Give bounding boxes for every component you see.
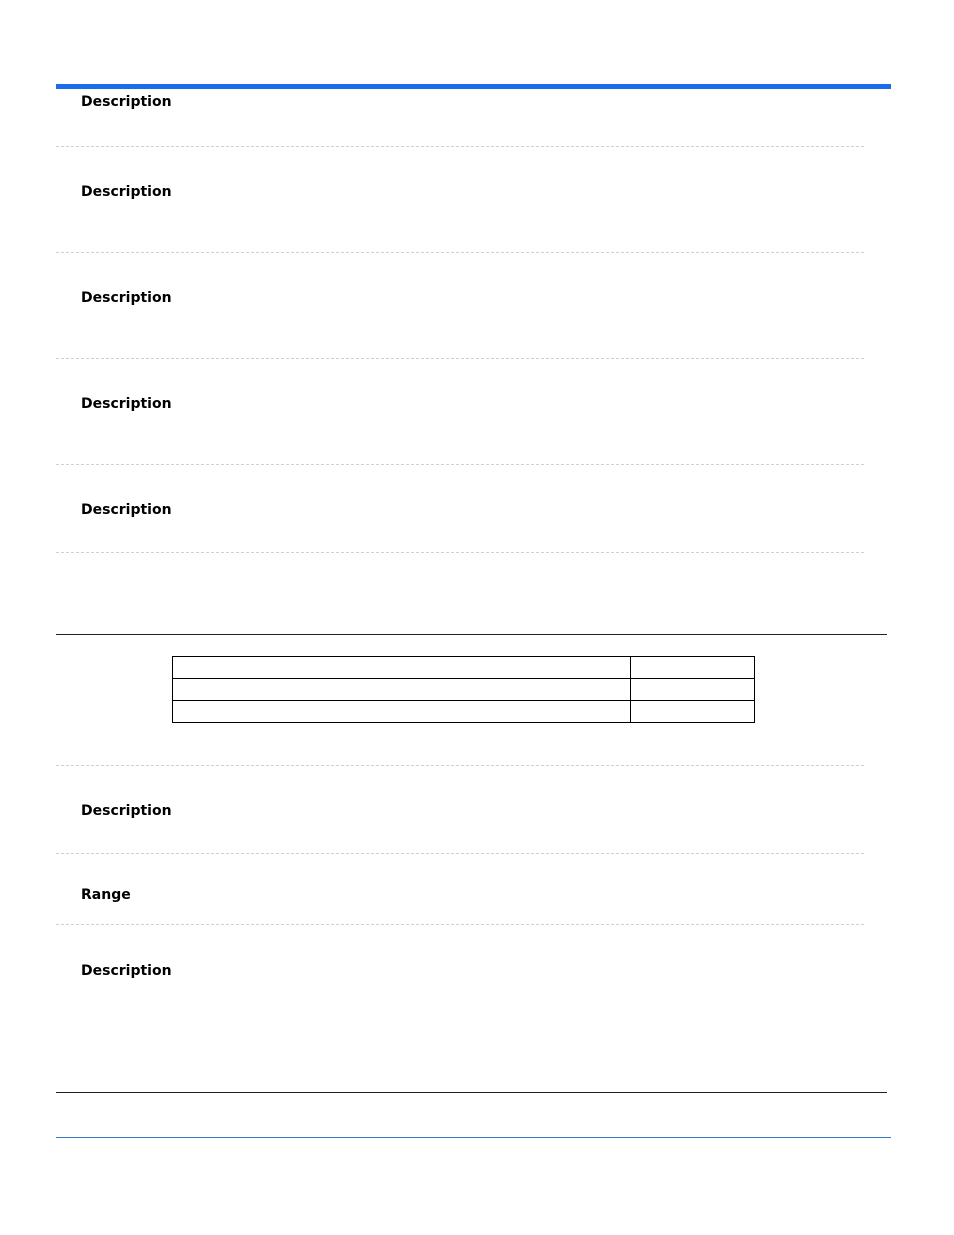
table-cell: [173, 679, 631, 701]
section-label-1: Description: [81, 94, 172, 110]
header-accent-bar: [56, 84, 891, 89]
footer-rule: [56, 1137, 891, 1138]
section-divider-7: [56, 853, 864, 854]
table-cell: [631, 679, 755, 701]
section-label-3: Description: [81, 290, 172, 306]
section-divider-8: [56, 924, 864, 925]
section-divider-6: [56, 765, 864, 766]
section-divider-4: [56, 464, 864, 465]
table-cell: [631, 701, 755, 723]
section-divider-1: [56, 146, 864, 147]
table-cell: [173, 701, 631, 723]
section-label-4: Description: [81, 396, 172, 412]
section-label-range: Range: [81, 887, 131, 903]
section-separator-rule-1: [56, 634, 887, 635]
table-cell: [631, 657, 755, 679]
section-separator-rule-2: [56, 1092, 887, 1093]
section-divider-3: [56, 358, 864, 359]
section-label-7: Description: [81, 963, 172, 979]
data-table: [172, 656, 755, 723]
table-row: [173, 657, 755, 679]
section-divider-5: [56, 552, 864, 553]
section-divider-2: [56, 252, 864, 253]
table-cell: [173, 657, 631, 679]
section-label-2: Description: [81, 184, 172, 200]
table-row: [173, 679, 755, 701]
section-label-5: Description: [81, 502, 172, 518]
table-row: [173, 701, 755, 723]
section-label-6: Description: [81, 803, 172, 819]
